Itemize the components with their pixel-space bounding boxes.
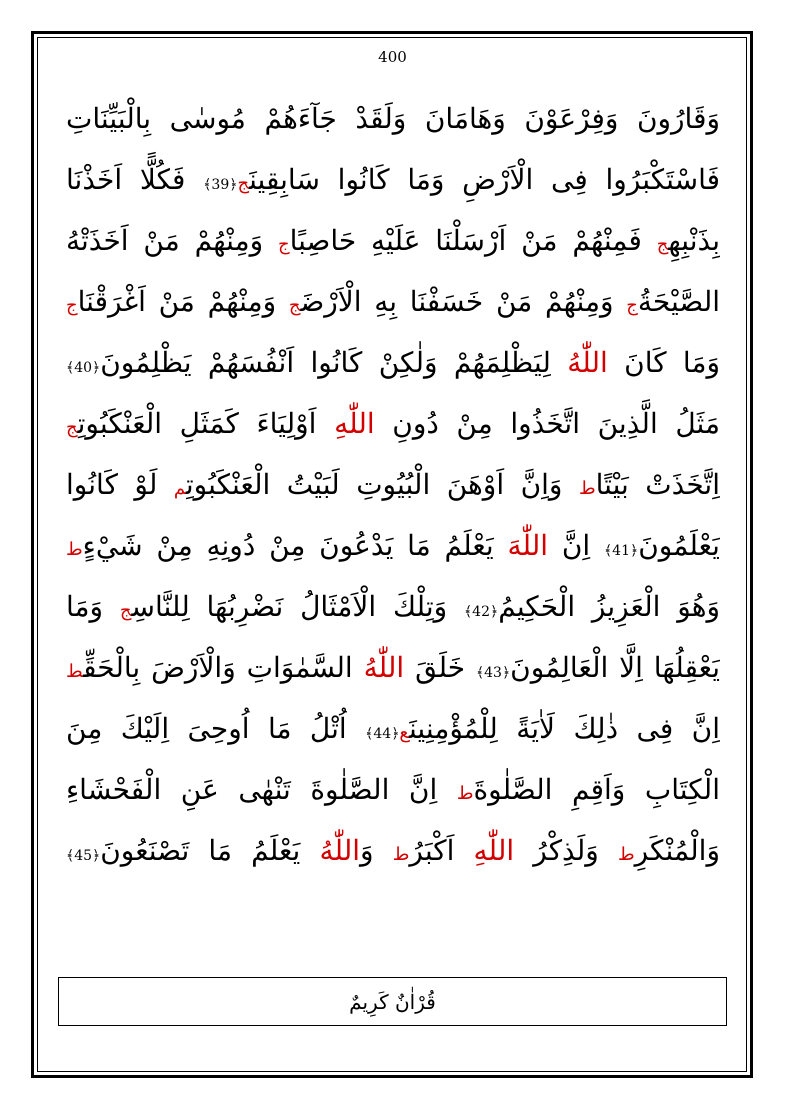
text-segment: وَمِنْهُمْ مَنْ خَسَفْنَا بِهِ الْاَرْضَ	[300, 285, 627, 318]
footer-box	[58, 977, 727, 1026]
text-line	[66, 332, 720, 393]
pause-mark: ط	[578, 478, 596, 499]
text-segment: السَّمٰوَاتِ وَالْاَرْضَ بِالْحَقِّ	[83, 651, 364, 684]
text-segment: الصَّيْحَةُ	[637, 285, 720, 318]
text-segment: وَ	[360, 834, 393, 867]
pause-mark: ج	[626, 295, 638, 316]
text-segment: يَعْلَمُ مَا يَدْعُونَ مِنْ دُونِهِ مِنْ شَيْءٍ	[82, 529, 508, 562]
text-segment: الْكِتَابِ وَاَقِمِ الصَّلٰوةَ	[473, 773, 720, 806]
text-segment: لَوْ كَانُوا	[66, 468, 174, 501]
text-line	[66, 210, 720, 271]
text-line	[66, 759, 720, 820]
divine-name: اللّٰهِ	[473, 834, 515, 867]
divine-name: اللّٰهُ	[319, 834, 361, 867]
text-line	[66, 271, 720, 332]
text-segment: وَمِنْهُمْ مَنْ اَغْرَقْنَا	[77, 285, 289, 318]
pause-mark: ج	[288, 295, 301, 316]
pause-mark: ط	[617, 844, 635, 865]
text-line	[66, 88, 720, 149]
pause-mark: م	[173, 478, 186, 499]
pause-mark: ط	[456, 783, 474, 804]
text-segment: يَعْقِلُهَا اِلَّا الْعَالِمُونَ	[510, 651, 720, 684]
text-line	[66, 149, 720, 210]
text-segment: مَثَلُ الَّذِينَ اتَّخَذُوا مِنْ دُونِ	[374, 407, 720, 440]
verse-number: ﴿43﴾	[475, 665, 511, 681]
text-segment: فَكُلًّا اَخَذْنَا	[66, 163, 204, 196]
text-segment: وَهُوَ الْعَزِيزُ الْحَكِيمُ	[498, 590, 720, 623]
verse-number: ﴿45﴾	[66, 848, 101, 864]
text-line	[66, 820, 720, 881]
verse-number: ﴿42﴾	[463, 604, 499, 620]
text-segment: وَاِنَّ اَوْهَنَ الْبُيُوتِ لَبَيْتُ الْعَنْكَبُوتِ	[185, 468, 579, 501]
verse-number: ﴿41﴾	[603, 543, 639, 559]
text-segment: وَقَارُونَ وَفِرْعَوْنَ وَهَامَانَ وَلَقَدْ جَآءَهُمْ مُوسٰى بِالْبَيِّنَاتِ	[66, 102, 720, 135]
text-segment: اُتْلُ مَا اُوحِىَ اِلَيْكَ مِنَ	[66, 712, 366, 745]
divine-name: اللّٰهُ	[363, 651, 405, 684]
text-line	[66, 637, 720, 698]
text-segment: خَلَقَ	[404, 651, 476, 684]
pause-mark: ط	[66, 661, 84, 682]
text-line	[66, 454, 720, 515]
pause-mark: ج	[656, 234, 669, 255]
text-segment: فَاسْتَكْبَرُوا فِى الْاَرْضِ وَمَا كَانُوا سَابِقِينَ	[249, 163, 720, 196]
text-segment: يَعْلَمُ مَا تَصْنَعُونَ	[100, 834, 320, 867]
divine-name: اللّٰهِ	[334, 407, 375, 440]
text-segment: اَوْلِيَاءَ كَمَثَلِ الْعَنْكَبُوتِ	[77, 407, 335, 440]
text-line	[66, 393, 720, 454]
text-line	[66, 576, 720, 637]
text-segment: لِيَظْلِمَهُمْ وَلٰكِنْ كَانُوا اَنْفُسَهُمْ يَظْلِمُونَ	[100, 346, 568, 379]
divine-name: اللّٰهُ	[567, 346, 608, 379]
pause-mark: ج	[119, 600, 132, 621]
pause-mark: ط	[392, 844, 410, 865]
pause-mark: ع	[399, 722, 409, 743]
text-segment: اِتَّخَذَتْ بَيْتًا	[595, 468, 720, 501]
verse-number: ﴿40﴾	[66, 360, 101, 376]
verse-number: ﴿44﴾	[365, 726, 400, 742]
text-segment: وَلَذِكْرُ	[514, 834, 618, 867]
text-segment: وَمِنْهُمْ مَنْ اَخَذَتْهُ	[66, 224, 278, 257]
text-segment: وَتِلْكَ الْاَمْثَالُ نَضْرِبُهَا لِلنَّاسِ	[131, 590, 464, 623]
verse-number: ﴿39﴾	[203, 177, 238, 193]
text-segment: بِذَنْبِهِ	[668, 224, 720, 257]
text-segment: فَمِنْهُمْ مَنْ اَرْسَلْنَا عَلَيْهِ حَاصِبًا	[289, 224, 657, 257]
text-segment: اَكْبَرُ	[409, 834, 474, 867]
pause-mark: ج	[66, 417, 78, 438]
text-segment: يَعْلَمُونَ	[638, 529, 720, 562]
pause-mark: ج	[66, 295, 78, 316]
pause-mark: ط	[66, 539, 83, 560]
page-number: 400	[378, 48, 407, 66]
text-segment: اِنَّ	[548, 529, 604, 562]
divine-name: اللّٰهَ	[507, 529, 549, 562]
quran-text-block	[66, 88, 720, 881]
text-segment: وَمَا	[66, 590, 120, 623]
text-segment: وَالْمُنْكَرِ	[634, 834, 720, 867]
footer-title: قُرْاٰنٌ كَرِيمٌ	[349, 989, 436, 1014]
pause-mark: ج	[237, 173, 250, 194]
text-segment: وَمَا كَانَ	[607, 346, 720, 379]
text-segment: اِنَّ الصَّلٰوةَ تَنْهٰى عَنِ الْفَحْشَاءِ	[66, 773, 457, 806]
text-line	[66, 515, 720, 576]
text-line	[66, 698, 720, 759]
pause-mark: ج	[277, 234, 290, 255]
text-segment: اِنَّ فِى ذٰلِكَ لَاٰيَةً لِلْمُؤْمِنِينَ	[408, 712, 720, 745]
